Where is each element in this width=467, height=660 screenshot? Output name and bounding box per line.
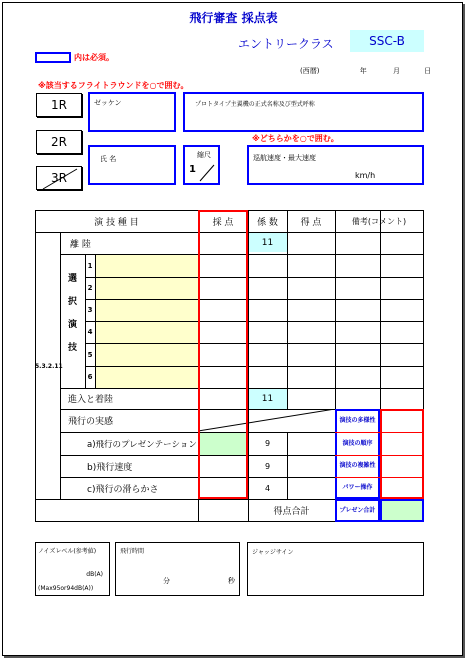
header-coef: 係 数 xyxy=(257,217,278,228)
takeoff-label: 離 陸 xyxy=(70,239,91,250)
row-number-6: 6 xyxy=(87,373,93,381)
flight-time-box[interactable]: 飛行時間 分 秒 xyxy=(115,542,240,596)
presentation-coef: 9 xyxy=(264,439,271,448)
section-code: 5.3.2.11 xyxy=(35,362,63,370)
bib-number-field[interactable]: ゼッケン xyxy=(88,92,176,132)
header-item: 演 技 種 目 xyxy=(94,217,139,228)
round-2r-box[interactable]: 2R xyxy=(36,130,82,154)
row-number-2: 2 xyxy=(87,284,93,292)
header-score: 採 点 xyxy=(212,217,234,228)
landing-coef: 11 xyxy=(248,388,287,409)
strike-through-icon xyxy=(37,167,83,191)
class-label: エントリークラス xyxy=(238,37,334,51)
model-name-field[interactable]: プロトタイプ主翼機の正式名称及び型式呼称 xyxy=(183,92,424,132)
takeoff-coef: 11 xyxy=(248,233,287,252)
speed-label: b)飛行速度 xyxy=(87,462,133,473)
header-remarks: 備考(コメント) xyxy=(351,216,407,226)
complexity-label: 演技の複雑性 xyxy=(339,462,376,469)
row-number-5: 5 xyxy=(87,350,93,359)
scoring-table: 11 11 演 技 種 目 採 点 係 数 得 点 備考(コメント) 5.3.2.11 離 陸 選 択 演 技 1 2 3 4 5 6 進入と着陸 飛行の実感 a)飛行のプレゼンテーション 9 b)飛行速度 9 c)飛行の滑らかさ 4 演技の多様性 演技の順序 演技の複雑性 パワー操作 プレゼン合計 得点合計 xyxy=(35,210,424,522)
order-label: 演技の順序 xyxy=(342,439,373,447)
row-number-1: 1 xyxy=(87,261,93,270)
speed-field[interactable]: 巡航速度・最大速度 km/h xyxy=(247,145,424,185)
presentation-label: a)飛行のプレゼンテーション xyxy=(87,439,197,450)
realism-label: 飛行の実感 xyxy=(68,417,114,427)
score-column-frame xyxy=(198,210,248,499)
presentation-total-value-frame xyxy=(380,499,424,522)
row-number-4: 4 xyxy=(87,328,93,336)
slash-icon xyxy=(198,163,218,183)
date-line: (西暦) 年 月 日 xyxy=(300,67,432,75)
variety-label: 演技の多様性 xyxy=(339,416,376,424)
required-note: 内は必須。 xyxy=(74,53,114,62)
class-code-badge: SSC-B xyxy=(350,30,424,52)
round-note: ※該当するフライトラウンドを○で囲む。 xyxy=(38,81,189,90)
speed-coef: 9 xyxy=(264,461,271,471)
required-legend-box xyxy=(35,52,71,63)
round-1r-box[interactable]: 1R xyxy=(36,93,82,117)
total-label: 得点合計 xyxy=(273,507,310,517)
round-3r-box[interactable]: 3R xyxy=(36,166,82,190)
judge-signature-box[interactable]: ジャッジサイン xyxy=(247,542,424,596)
header-points: 得 点 xyxy=(300,217,322,228)
noise-level-box[interactable]: ノイズレベル(参考値) dB(A) (Max95or94dB(A)) xyxy=(35,542,110,596)
either-note: ※どちらかを○で囲む。 xyxy=(252,134,339,143)
landing-label: 進入と着陸 xyxy=(68,395,114,405)
side-score-frame xyxy=(380,409,424,499)
scale-field[interactable]: 縮尺 1 xyxy=(183,145,220,185)
smoothness-label: c)飛行の滑らかさ xyxy=(87,484,159,495)
power-label: パワー操作 xyxy=(342,484,373,491)
page-title: 飛行審査 採点表 xyxy=(189,11,278,25)
row-number-3: 3 xyxy=(87,306,93,314)
name-field[interactable]: 氏 名 xyxy=(88,145,176,185)
smoothness-coef: 4 xyxy=(264,483,271,493)
presentation-total-label: プレゼン合計 xyxy=(339,506,376,514)
